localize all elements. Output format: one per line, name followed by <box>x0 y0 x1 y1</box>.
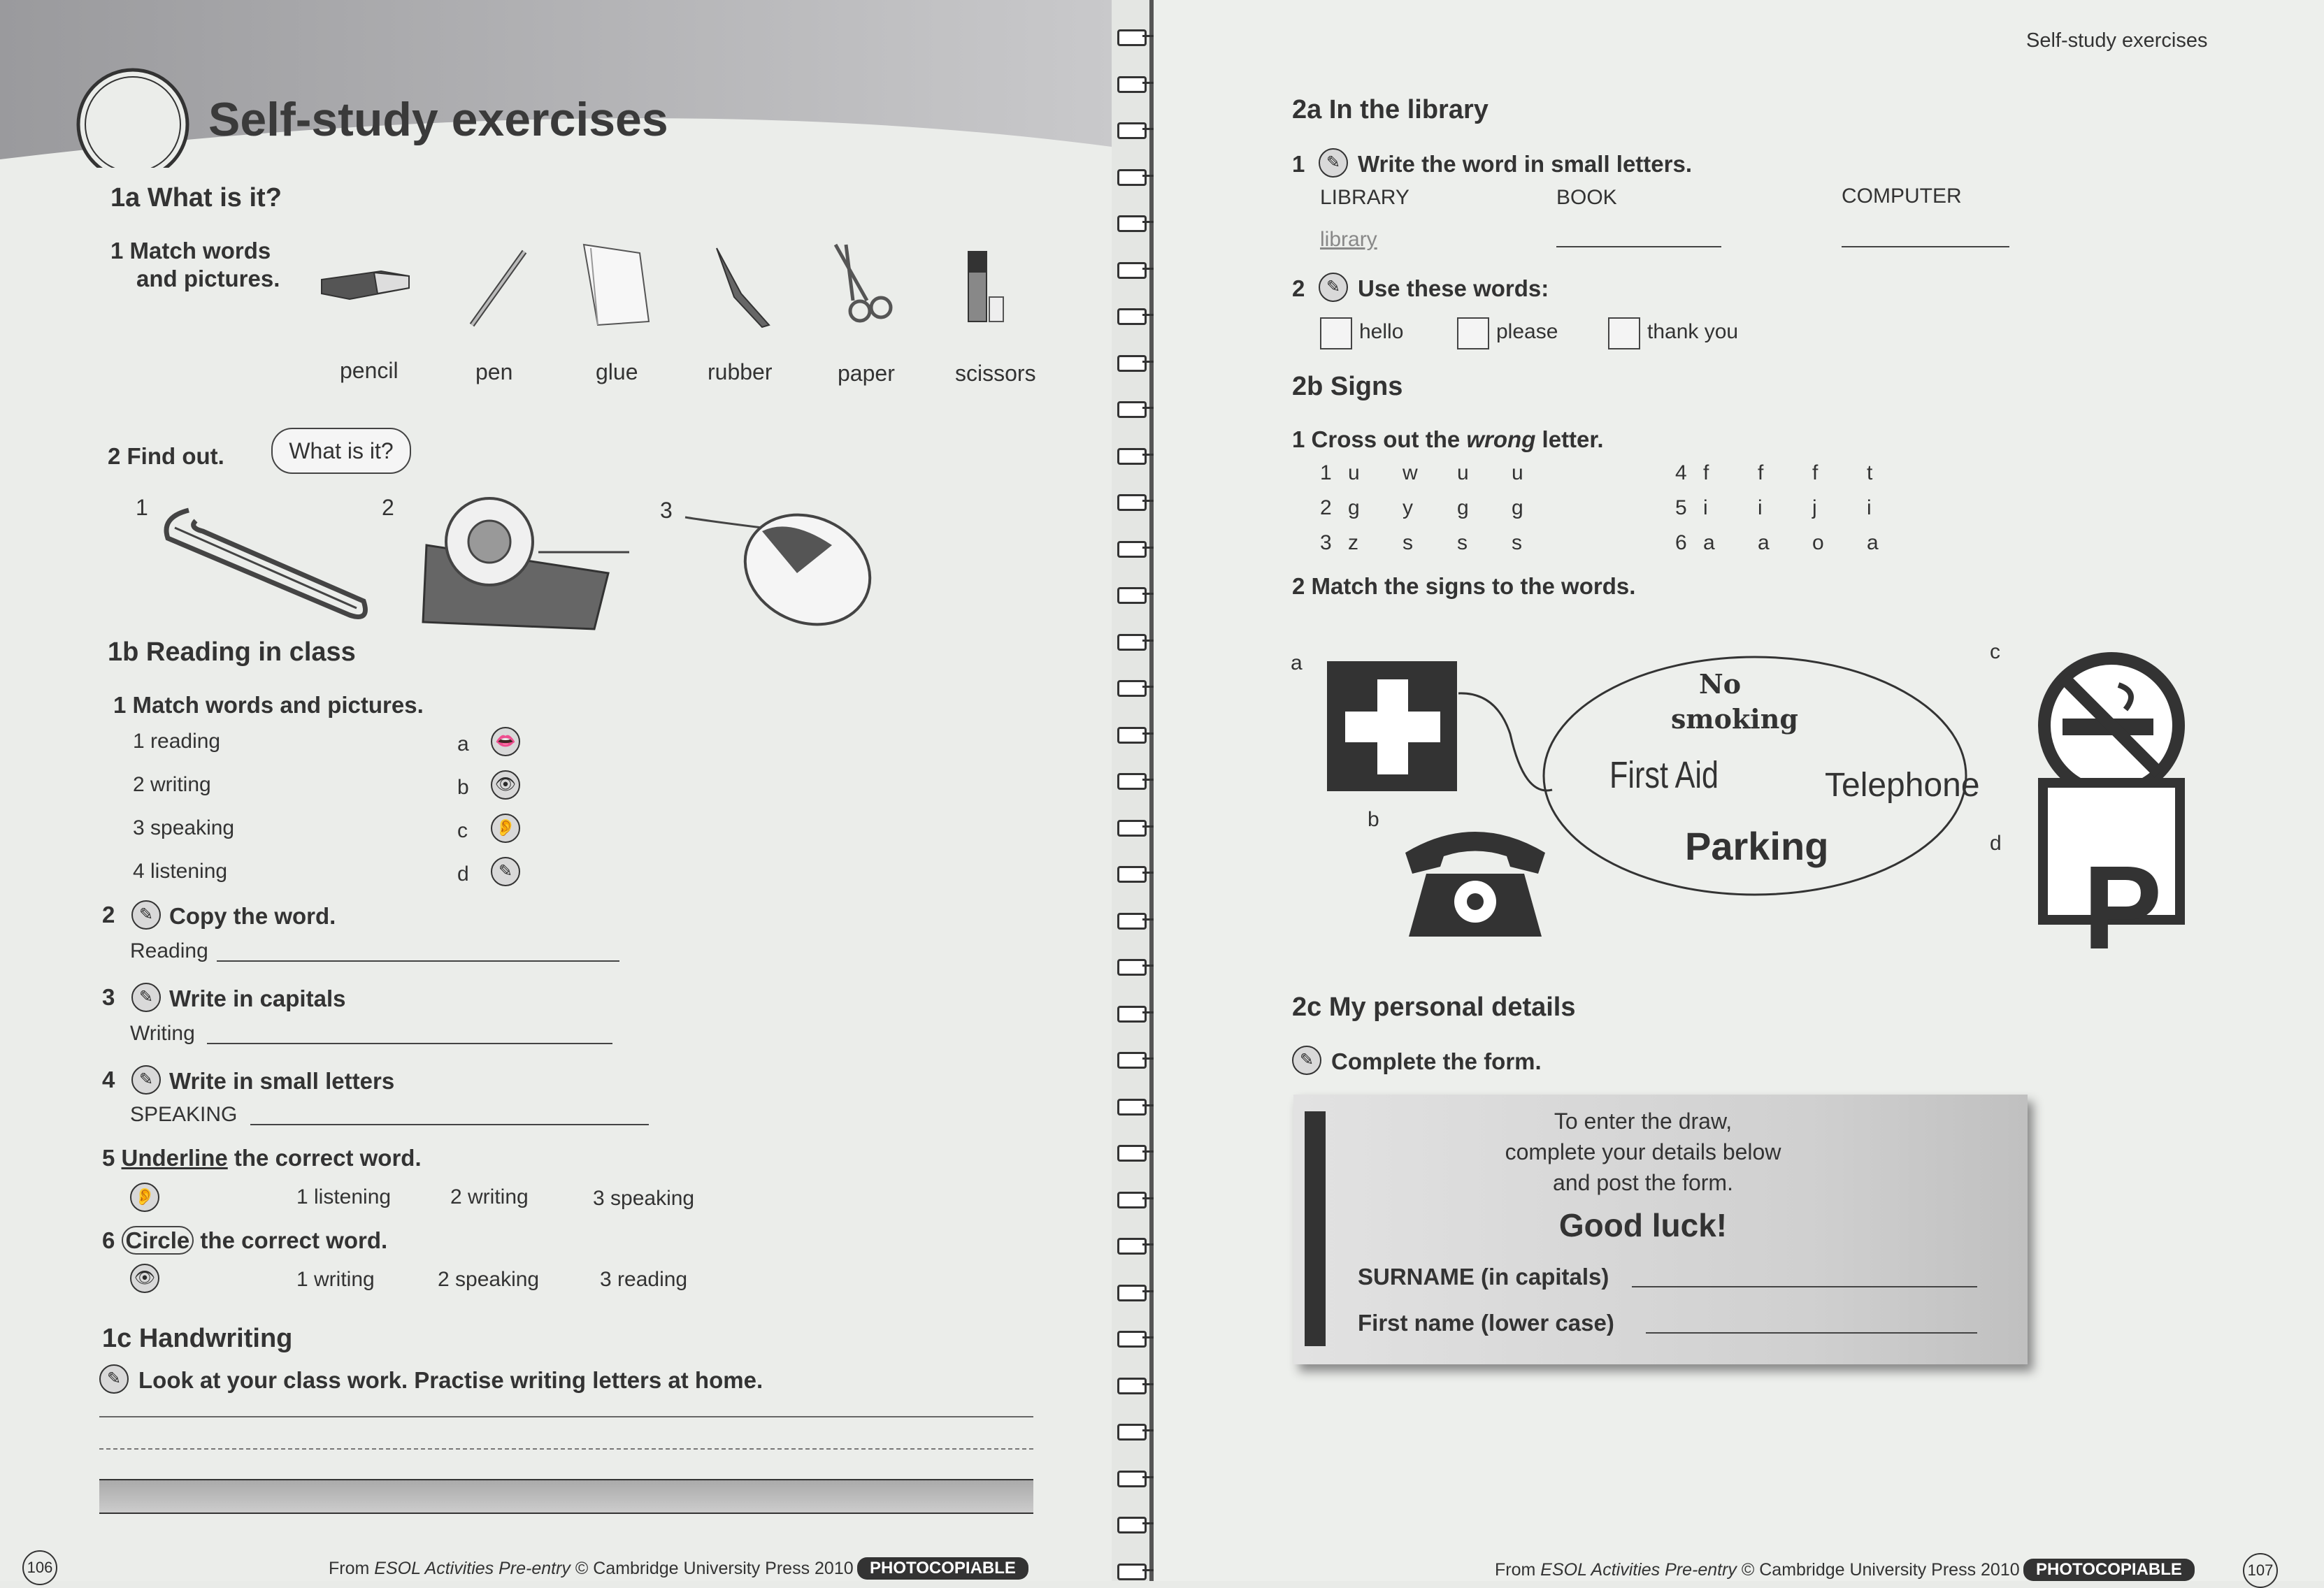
section-2b-heading: 2b Signs <box>1292 372 1403 401</box>
mouse-picture <box>685 495 888 636</box>
cross-out-left-letter[interactable]: u <box>1348 461 1360 484</box>
section-1b-heading: 1b Reading in class <box>108 637 356 667</box>
example-answer: library <box>1320 228 1377 251</box>
cross-out-right-letter[interactable]: i <box>1758 496 1763 519</box>
word-library: LIBRARY <box>1320 186 1410 209</box>
cross-out-left-letter[interactable]: g <box>1512 496 1523 519</box>
word-book: BOOK <box>1556 186 1617 209</box>
cross-out-right-letter[interactable]: a <box>1758 531 1770 554</box>
left-page <box>0 0 1112 1581</box>
scissors-picture <box>835 245 891 321</box>
cross-out-left-letter[interactable]: w <box>1403 461 1418 484</box>
capitals-word: Writing <box>130 1022 195 1045</box>
good-luck: Good luck! <box>1558 1207 1728 1243</box>
handwriting-band[interactable] <box>99 1479 1033 1514</box>
handwriting-line-top <box>99 1416 1033 1417</box>
q1b-5: 5 Underline the correct word. <box>102 1145 422 1171</box>
sign-letter-b: b <box>1368 808 1379 831</box>
photocopiable-badge-left: PHOTOCOPIABLE <box>857 1557 1028 1580</box>
q5-opt-2[interactable]: 2 writing <box>450 1185 529 1208</box>
cross-out-right-row-number: 6 <box>1675 531 1687 554</box>
page-title: Self-study exercises <box>208 93 668 146</box>
surname-field[interactable] <box>1632 1286 1977 1287</box>
word-computer: COMPUTER <box>1842 185 1962 208</box>
q5-opt-1[interactable]: 1 listening <box>296 1185 392 1208</box>
mouth-icon: 👄 <box>491 727 520 756</box>
word-paper: paper <box>838 361 895 386</box>
checkbox-hello[interactable] <box>1320 317 1352 349</box>
firstname-label: First name (lower case) <box>1358 1310 1614 1336</box>
cross-out-right-letter[interactable]: i <box>1703 496 1708 519</box>
parking-letter: P <box>2083 842 2162 974</box>
cross-out-left-row-number: 3 <box>1320 531 1332 554</box>
answer-line-capitals[interactable] <box>207 1043 612 1044</box>
item-reading: 1 reading <box>133 730 221 753</box>
paper-picture <box>584 245 649 325</box>
right-page <box>1154 0 2324 1581</box>
ear-icon: 👂 <box>130 1183 159 1212</box>
entry-form <box>1293 1095 2028 1364</box>
pencil-icon: ✎ <box>131 1065 161 1095</box>
cross-out-right-row-number: 4 <box>1675 461 1687 484</box>
form-line-3: and post the form. <box>1553 1170 1733 1195</box>
page-number-right: 107 <box>2243 1553 2278 1588</box>
cross-out-left-letter[interactable]: u <box>1512 461 1523 484</box>
pencil-picture <box>717 248 769 327</box>
first-aid-sign <box>1327 661 1457 791</box>
cross-out-left-letter[interactable]: u <box>1457 461 1469 484</box>
form-line-2: complete your details below <box>1505 1139 1781 1164</box>
paperclip-picture <box>166 510 366 617</box>
oval-telephone: Telephone <box>1825 767 1980 804</box>
q1c-instruction: Look at your class work. Practise writing letters at home. <box>138 1367 763 1393</box>
handwriting-line-mid <box>99 1448 1033 1450</box>
item-writing: 2 writing <box>133 773 211 796</box>
q6-opt-3[interactable]: 3 reading <box>600 1268 688 1291</box>
telephone-sign <box>1405 832 1545 937</box>
choice-thank-you: thank you <box>1647 320 1739 343</box>
cross-out-right-letter[interactable]: a <box>1867 531 1879 554</box>
find-num-1: 1 <box>136 495 148 520</box>
cross-out-left-row-number: 2 <box>1320 496 1332 519</box>
cross-out-right-letter[interactable]: i <box>1867 496 1872 519</box>
eye-icon: 👁 <box>491 770 520 800</box>
cross-out-left-letter[interactable]: y <box>1403 496 1413 519</box>
q1b-6: 6 Circle the correct word. <box>102 1227 388 1253</box>
q1b-2: Copy the word. <box>169 903 336 929</box>
section-1a-heading: 1a What is it? <box>110 183 282 212</box>
cross-out-left-letter[interactable]: s <box>1457 531 1468 554</box>
cross-out-left-row-number: 1 <box>1320 461 1332 484</box>
find-out-pictures <box>147 489 916 636</box>
q1b-4-num: 4 <box>102 1067 115 1092</box>
letter-b: b <box>457 776 469 799</box>
find-num-2: 2 <box>382 495 394 520</box>
letter-d: d <box>457 862 469 886</box>
surname-label: SURNAME (in capitals) <box>1358 1264 1609 1290</box>
answer-line-book[interactable] <box>1556 246 1721 247</box>
ear-icon: 👂 <box>491 814 520 843</box>
sign-letter-d: d <box>1990 832 2002 855</box>
section-2c-heading: 2c My personal details <box>1292 992 1576 1022</box>
pencil-icon: ✎ <box>1292 1046 1321 1075</box>
footer-credit-right: From ESOL Activities Pre-entry © Cambridge University Press 2010 <box>1495 1560 2020 1580</box>
q1b-1: 1 Match words and pictures. <box>113 692 424 718</box>
choice-please: please <box>1496 320 1558 343</box>
bubble-text: What is it? <box>289 438 394 463</box>
word-glue: glue <box>596 359 638 384</box>
footer-credit-left: From ESOL Activities Pre-entry © Cambridge University Press 2010 <box>329 1559 854 1578</box>
no-smoking-sign <box>2044 658 2179 793</box>
cross-out-left-letter[interactable]: s <box>1403 531 1413 554</box>
tape-dispenser-picture <box>423 498 629 629</box>
q1b-3-num: 3 <box>102 984 115 1010</box>
word-pen: pen <box>475 359 513 384</box>
cross-out-right-letter[interactable]: t <box>1867 461 1873 484</box>
answer-line-small[interactable] <box>250 1124 649 1125</box>
q1b-3: Write in capitals <box>169 986 346 1011</box>
q2a-1-num: 1 <box>1292 151 1305 177</box>
q2b-1: 1 Cross out the wrong letter. <box>1292 426 1604 452</box>
q2a-2: Use these words: <box>1358 275 1549 301</box>
page-number-left: 106 <box>22 1550 57 1585</box>
form-line-1: To enter the draw, <box>1554 1109 1733 1134</box>
cross-out-left-letter[interactable]: z <box>1348 531 1358 554</box>
cross-out-left-letter[interactable]: g <box>1457 496 1469 519</box>
q1b-4: Write in small letters <box>169 1068 395 1094</box>
connector-line <box>1458 693 1552 791</box>
letter-c: c <box>457 819 468 842</box>
rubber-picture <box>322 271 409 299</box>
q6-opt-1[interactable]: 1 writing <box>296 1268 375 1291</box>
oval-no: No <box>1699 668 1742 700</box>
cross-out-right-letter[interactable]: j <box>1812 496 1817 519</box>
q1a-1-line2: and pictures. <box>136 266 280 291</box>
word-rubber: rubber <box>708 359 773 384</box>
sign-letter-a: a <box>1291 651 1303 674</box>
pencil-icon: ✎ <box>131 983 161 1012</box>
pen-picture <box>472 252 524 325</box>
pencil-icon: ✎ <box>99 1364 129 1394</box>
object-pictures <box>315 238 1049 335</box>
small-letters-word: SPEAKING <box>130 1103 238 1126</box>
cross-out-right-row-number: 5 <box>1675 496 1687 519</box>
cross-out-right-letter[interactable]: a <box>1703 531 1715 554</box>
speech-bubble <box>271 428 411 474</box>
item-speaking: 3 speaking <box>133 816 235 839</box>
eye-icon: 👁 <box>130 1264 159 1293</box>
section-1c-heading: 1c Handwriting <box>102 1324 293 1353</box>
checkbox-please[interactable] <box>1457 317 1489 349</box>
photocopiable-badge-right: PHOTOCOPIABLE <box>2023 1559 2195 1581</box>
section-2a-heading: 2a In the library <box>1292 95 1489 124</box>
q2a-2-num: 2 <box>1292 275 1305 301</box>
q5-opt-3[interactable]: 3 speaking <box>593 1187 695 1210</box>
running-header: Self-study exercises <box>2026 29 2208 52</box>
word-pencil: pencil <box>340 358 399 383</box>
q2b-2: 2 Match the signs to the words. <box>1292 573 1636 599</box>
cross-out-right-letter[interactable]: f <box>1703 461 1709 484</box>
oval-first-aid: First Aid <box>1609 754 1719 796</box>
q1a-1-line1: 1 Match words <box>110 238 271 264</box>
cross-out-left-letter[interactable]: s <box>1512 531 1522 554</box>
firstname-field[interactable] <box>1646 1332 1977 1334</box>
pencil-icon: ✎ <box>1319 148 1348 178</box>
oval-parking: Parking <box>1685 824 1829 868</box>
find-num-3: 3 <box>660 498 673 523</box>
answer-line-computer[interactable] <box>1842 246 2009 247</box>
answer-line-copy[interactable] <box>217 960 619 962</box>
q1b-2-num: 2 <box>102 902 115 927</box>
cross-out-right-letter[interactable]: o <box>1812 531 1824 554</box>
pencil-icon: ✎ <box>131 900 161 930</box>
q6-opt-2[interactable]: 2 speaking <box>438 1268 540 1291</box>
letter-a: a <box>457 732 469 756</box>
word-scissors: scissors <box>955 361 1036 386</box>
glue-picture <box>968 252 1003 322</box>
pencil-icon: ✎ <box>491 857 520 886</box>
cross-out-right-letter[interactable]: f <box>1812 461 1819 484</box>
q2c-instruction: Complete the form. <box>1331 1048 1542 1074</box>
cross-out-left-letter[interactable]: g <box>1348 496 1360 519</box>
oval-smoking: smoking <box>1671 703 1798 735</box>
copy-word: Reading <box>130 939 208 962</box>
q1a-2: 2 Find out. <box>108 443 224 469</box>
item-listening: 4 listening <box>133 860 228 883</box>
pencil-icon: ✎ <box>1319 273 1348 302</box>
checkbox-thank-you[interactable] <box>1608 317 1640 349</box>
sign-letter-c: c <box>1990 640 2000 663</box>
q2a-1: Write the word in small letters. <box>1358 151 1693 177</box>
underline-word: Underline <box>121 1145 228 1171</box>
cross-out-right-letter[interactable]: f <box>1758 461 1764 484</box>
circle-word: Circle <box>122 1226 194 1255</box>
choice-hello: hello <box>1359 320 1404 343</box>
